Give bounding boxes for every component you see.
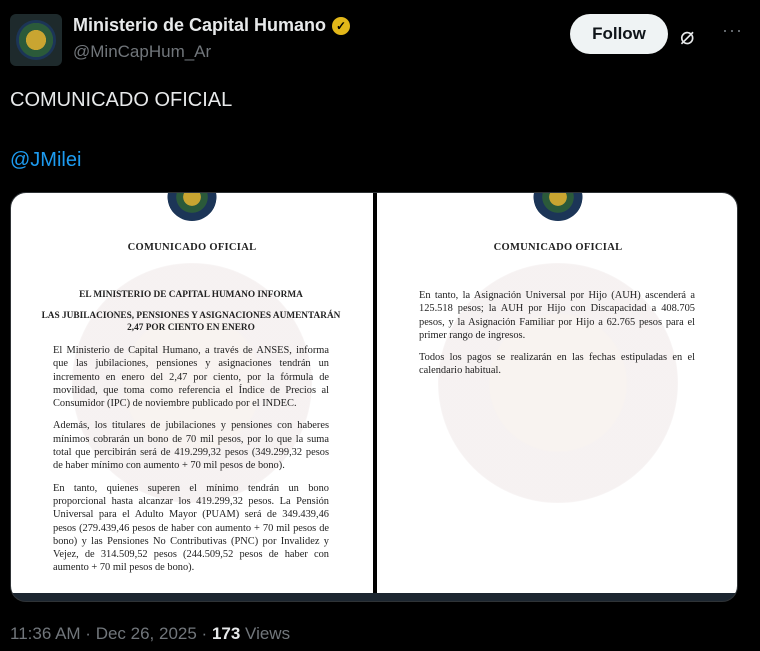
post-text: COMUNICADO OFICIAL (10, 89, 233, 111)
document-page-1[interactable] (11, 193, 373, 593)
author-name[interactable] (73, 15, 350, 36)
separator: · (196, 624, 212, 643)
heading: EL MINISTERIO DE CAPITAL HUMANO INFORMA (79, 290, 303, 300)
views-label: Views (240, 624, 291, 643)
follow-button[interactable]: Follow (570, 14, 668, 54)
paragraph: Además, los titulares de jubilaciones y pensiones con haberes mínimos cobrarán un bono de 70 mil pesos, por lo que la suma total que percibirán será de 419.299,32 pesos (349.299,32 pesos de haber mínimo con aumento + 70 mil pesos de bono). (53, 420, 329, 472)
grok-icon[interactable]: ⌀ (680, 23, 695, 50)
avatar[interactable] (10, 14, 62, 66)
seal-icon (167, 193, 217, 221)
post-metadata (10, 624, 290, 644)
view-count: 173 (211, 624, 241, 643)
verified-badge-icon: ✓ (332, 17, 350, 35)
document-page-2[interactable] (377, 193, 738, 593)
page-title: COMUNICADO OFICIAL (493, 242, 623, 253)
post-media[interactable] (10, 192, 738, 602)
paragraph: El Ministerio de Capital Humano, a través de ANSES, informa que las jubilaciones, pensiones y asignaciones tendrán un incremento en enero del 2,47 por ciento, por la fórmula de movilidad, que toma como referencia el Índice de Precios al Consumidor (IPC) de noviembre publicado por el INDEC. (53, 345, 329, 410)
author-handle[interactable]: @MinCapHum_Ar (73, 42, 212, 61)
mention-link[interactable]: @JMilei (10, 149, 82, 171)
more-options-icon[interactable]: ··· (722, 20, 743, 40)
seal-icon (16, 20, 56, 60)
post-date[interactable]: Dec 26, 2025 (95, 624, 197, 643)
paragraph: Todos los pagos se realizarán en las fechas estipuladas en el calendario habitual. (419, 352, 695, 377)
page-title: COMUNICADO OFICIAL (127, 242, 257, 253)
author-name-text: Ministerio de Capital Humano (73, 15, 327, 35)
paragraph: En tanto, la Asignación Universal por Hijo (AUH) ascenderá a 125.518 pesos; la AUH por Hijo con Discapacidad a 408.705 pesos, y la Asignación Familiar por Hijo a 62.765 pesos para el primer rango de ingresos. (419, 290, 695, 341)
post-time[interactable]: 11:36 AM (10, 624, 81, 643)
subheading: LAS JUBILACIONES, PENSIONES Y ASIGNACIONES AUMENTARÁN 2,47 POR CIENTO EN ENERO (41, 311, 341, 333)
paragraph: En tanto, quienes superen el mínimo tendrán un bono proporcional hasta alcanzar los 419.299,32 pesos. La Pensión Universal para el Adulto Mayor (PUAM) será de 349.439,46 pesos (279.439,46 pesos de haber con aumento + 70 mil pesos de bono) y las Pensiones No Contributivas (PNC) por Invalidez y Vejez, de 314.509,52 pesos (244.509,52 pesos de haber con aumento + 70 mil pesos de bono). (53, 482, 329, 574)
seal-icon (533, 193, 583, 221)
separator: · (80, 624, 96, 643)
